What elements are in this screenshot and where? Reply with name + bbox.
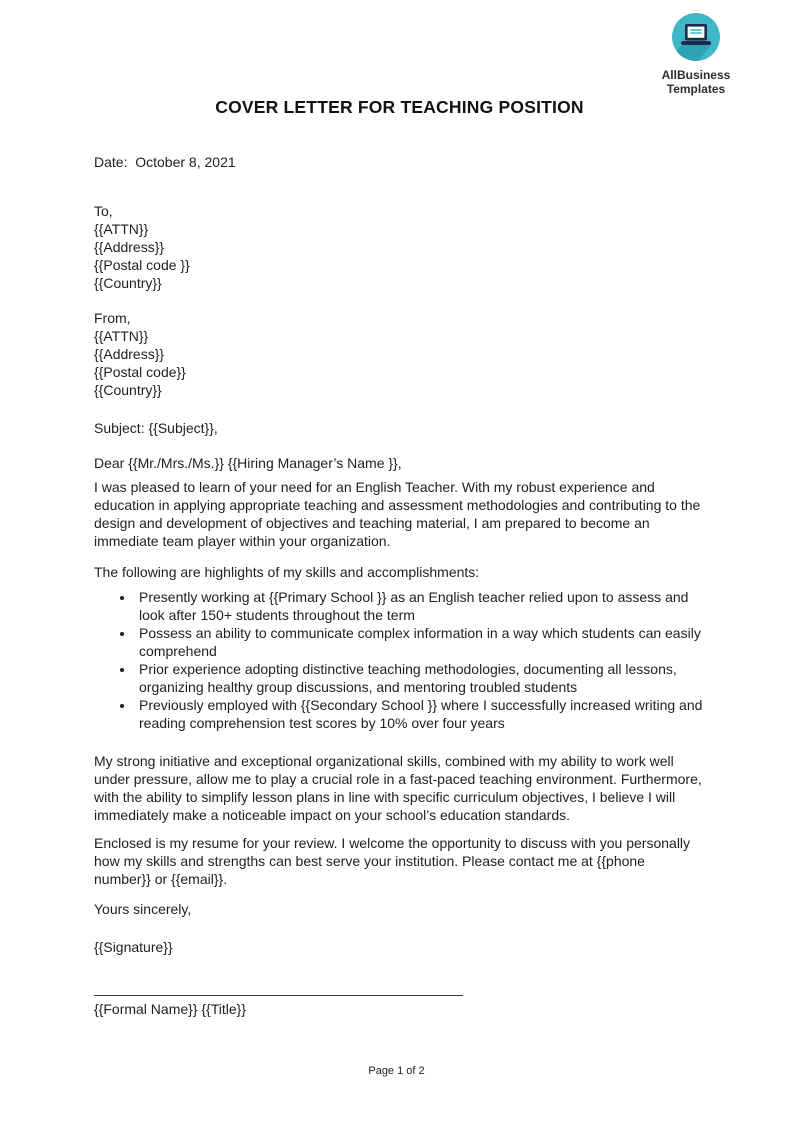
highlights-intro: The following are highlights of my skills and accomplishments: [94,564,480,580]
salutation-line: Dear {{Mr./Mrs./Ms.}} {{Hiring Manager’s Name }}, [94,455,402,471]
from-postal-code-placeholder: {{Postal code}} [94,364,186,380]
logo-wordmark [641,68,751,96]
signature-placeholder: {{Signature}} [94,939,173,955]
logo-wordmark-line1: AllBusiness [661,68,731,82]
to-attn-placeholder: {{ATTN}} [94,221,149,237]
to-postal-code-placeholder: {{Postal code }} [94,257,190,273]
from-attn-placeholder: {{ATTN}} [94,328,149,344]
laptop-icon [668,12,724,66]
highlight-item: • Previously employed with {{Secondary School }} where I successfully increased writing and reading comprehension test scores by 10% over four years [135,696,705,732]
sender-address-block [94,309,705,399]
recipient-address-block [94,202,705,292]
to-label: To, [94,203,113,219]
highlights-list [94,588,705,732]
date-line: Date: October 8, 2021 [94,154,236,170]
closing-paragraph: Enclosed is my resume for your review. I welcome the opportunity to discuss with you personally how my skills and strengths can best serve your institution. Please contact me at {{phone number}} or {{email}}. [94,835,691,887]
highlight-item: • Presently working at {{Primary School }} as an English teacher relied upon to assess and look after 150+ students throughout the term [135,588,705,624]
allbusiness-templates-logo [641,12,751,96]
page-title: COVER LETTER FOR TEACHING POSITION [215,97,584,117]
from-label: From, [94,310,131,326]
signature-rule [94,995,463,996]
to-address-placeholder: {{Address}} [94,239,165,255]
strengths-paragraph: My strong initiative and exceptional organizational skills, combined with my ability to work well under pressure, allow me to play a crucial role in a fast-paced teaching environment. Furthermore, with the ability to simplify lesson plans in line with specific curriculum objectives, I believe I will immediately make a noticeable impact on your school’s education standards. [94,753,702,823]
subject-line: Subject: {{Subject}}, [94,420,218,436]
intro-paragraph: I was pleased to learn of your need for an English Teacher. With my robust experience and education in applying appropriate teaching and assessment methodologies and contributing to the design and development of objectives and teaching material, I am prepared to become an immediate team player within your organization. [94,479,701,549]
signature-name-line: {{Formal Name}} {{Title}} [94,1001,247,1017]
to-country-placeholder: {{Country}} [94,275,162,291]
page-number: Page 1 of 2 [368,1065,425,1077]
highlight-item: • Possess an ability to communicate complex information in a way which students can easily comprehend [135,624,705,660]
from-country-placeholder: {{Country}} [94,382,162,398]
highlight-item: • Prior experience adopting distinctive teaching methodologies, documenting all lessons, organizing healthy group discussions, and mentoring troubled students [135,660,705,696]
logo-wordmark-line2: Templates [666,82,726,96]
from-address-placeholder: {{Address}} [94,346,165,362]
signoff-line: Yours sincerely, [94,901,192,917]
